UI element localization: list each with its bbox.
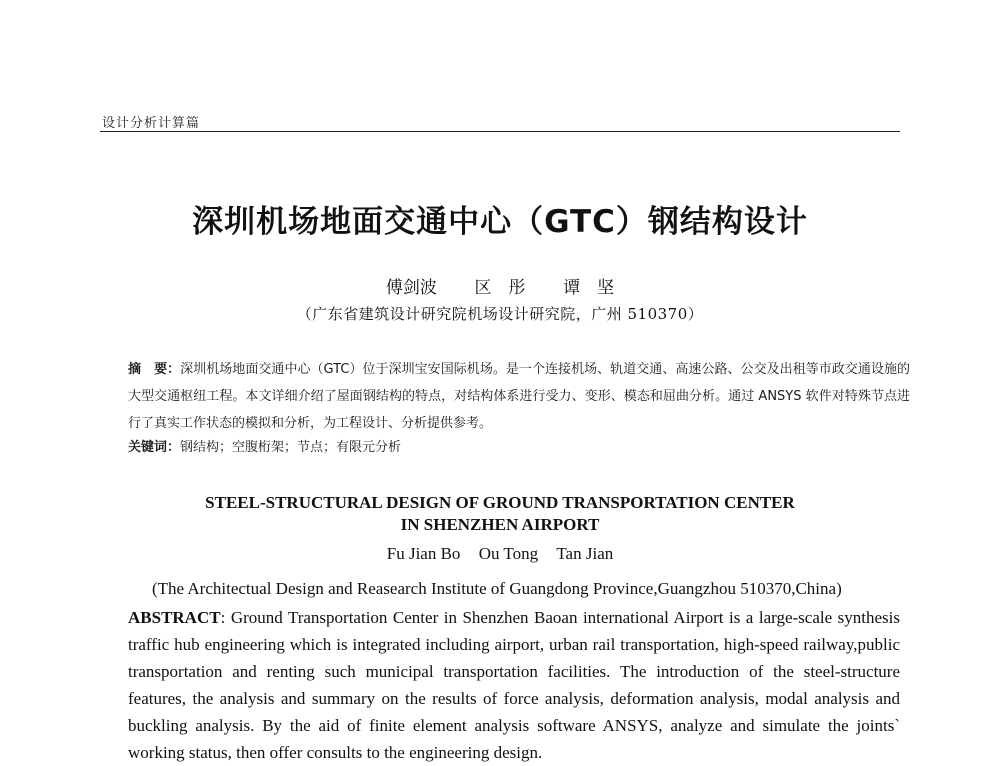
author-en-3: Tan Jian [556, 544, 614, 563]
author-zh-3: 谭 坚 [563, 278, 615, 298]
authors-en [0, 544, 1000, 564]
author-zh-2: 区 彤 [474, 278, 526, 298]
paper-title-en-line2: IN SHENZHEN AIRPORT [400, 515, 600, 534]
abstract-en-label: ABSTRACT [128, 608, 221, 627]
header-rule [100, 131, 900, 132]
abstract-en [128, 604, 900, 766]
abstract-zh-text: 深圳机场地面交通中心（GTC）位于深圳宝安国际机场。是一个连接机场、轨道交通、高速公路、公交及出租等市政交通设施的大型交通枢纽工程。本文详细介绍了屋面钢结构的特点，对结构体系进行受力、变形、模态和屈曲分析。通过 ANSYS 软件对特殊节点进行了真实工作状态的模拟和分析，为工程设计、分析提供参考。 [128, 362, 910, 431]
abstract-en-text: : Ground Transportation Center in Shenzhen Baoan international Airport is a large-scale synthesis traffic hub engineering which is integrated including airport, urban rail transportation, high-speed railway,public transportation and renting such municipal transportation facilities. The introduction of the steel-structure features, the analysis and summary on the results of force analysis, deformation analysis, modal analysis and buckling analysis. By the aid of finite element analysis software ANSYS, analyze and simulate the joints` working status, then offer consults to the engineering design. [128, 608, 900, 762]
affiliation-zh: （广东省建筑设计研究院机场设计研究院，广州 510370） [296, 305, 704, 323]
abstract-zh [128, 356, 910, 437]
paper-title-zh: 深圳机场地面交通中心（GTC）钢结构设计 [192, 204, 808, 240]
author-en-1: Fu Jian Bo [386, 544, 461, 563]
paper-title-en [0, 492, 1000, 536]
author-en-2: Ou Tong [478, 544, 539, 563]
keywords-zh-text: 钢结构；空腹桁架；节点；有限元分析 [180, 440, 402, 455]
keywords-zh [128, 436, 910, 455]
paper-title-en-line1: STEEL-STRUCTURAL DESIGN OF GROUND TRANSPORTATION CENTER [205, 493, 795, 512]
affiliation-en: (The Architectual Design and Reasearch Institute of Guangdong Province,Guangzhou 510370,China) [152, 579, 842, 598]
keywords-zh-label: 关键词： [128, 440, 181, 455]
author-zh-1: 傅剑波 [385, 278, 437, 298]
authors-zh [0, 273, 1000, 298]
abstract-zh-label: 摘 要： [128, 362, 181, 377]
section-label: 设计分析计算篇 [102, 116, 201, 131]
